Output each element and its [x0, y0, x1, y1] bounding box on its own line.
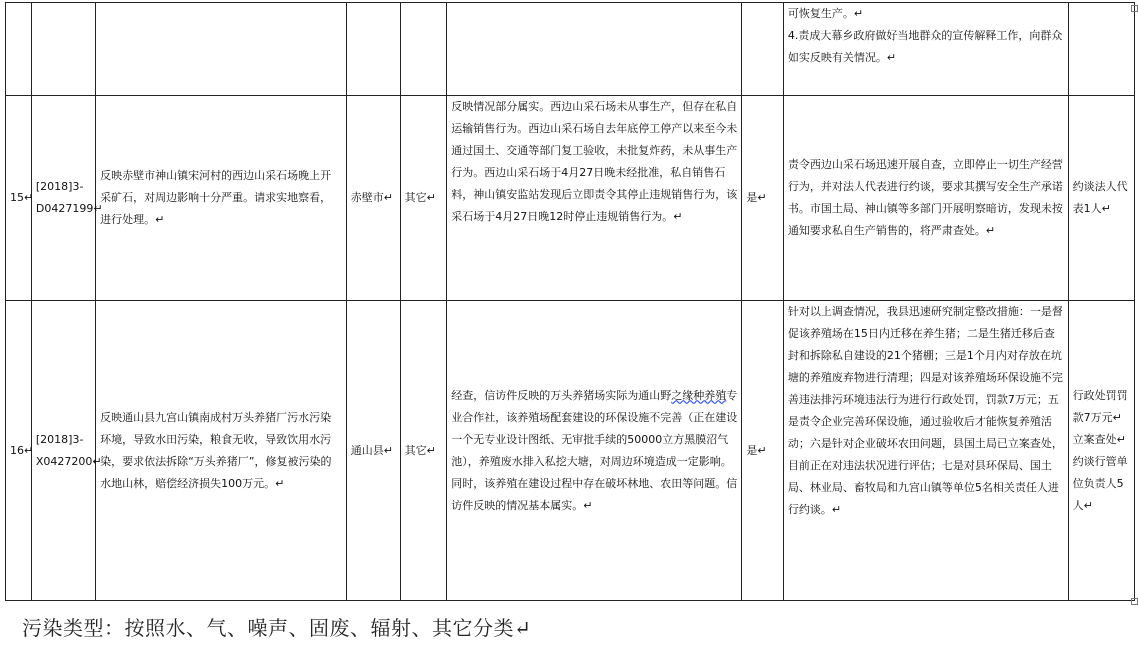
measures-line: 责令西边山采石场迅速开展自查，立即停止一切生产经营行为，并对法人代表进行约谈，要求其撰写安全生产承诺书。市国土局、神山镇等多部门开展明察暗访，发现未按通知要求私自生产销售的，将严肃查处。↵: [787, 158, 1063, 237]
cell-content: 反映通山县九宫山镇南成村万头养猪厂污水污染环境，导致水田污染，粮食无收，导致饮用水污染，要求依法拆除“万头养猪厂”，修复被污染的水地山林，赔偿经济损失100万元。↵: [96, 301, 347, 601]
cell-findings: 反映情况部分属实。西边山采石场未从事生产，但存在私自运输销售行为。西边山采石场自去年底停工停产以来至今未通过国土、交通等部门复工验收，未批复炸药，未从事生产行为。西边山采石场于4月27日晚未经批准，私自销售石料，神山镇安监站发现后立即责令其停止违规销售行为，该采石场于4月27日晚12时停止违规销售行为。↵: [447, 96, 742, 301]
code-part: X0427200↵: [35, 454, 102, 468]
cell-region: 通山县↵: [346, 301, 400, 601]
table-row: [6, 96, 1135, 301]
cell-no: [6, 3, 32, 96]
cell-penalty: 约谈法人代表1人↵: [1068, 96, 1134, 301]
table-row: [6, 301, 1135, 601]
table-resize-handle[interactable]: [1131, 598, 1138, 605]
cell-no: 16↵: [6, 301, 32, 601]
cell-type: 其它↵: [400, 96, 447, 301]
cell-content: 反映赤壁市神山镇宋河村的西边山采石场晚上开采矿石，对周边影响十分严重。请求实地察看，进行处理。↵: [96, 96, 347, 301]
findings-text: 专业合作社，该养殖场配套建设的环保设施不完善（正在建设一个无专业设计图纸、无审批手续的50000立方黑膜沼气池），养殖废水排入私挖大塘，对周边环境造成一定影响。同时，该养殖在建设过程中存在破坏林地、农田等问题。信访件反映的情况基本属实。↵: [451, 388, 738, 512]
findings-text: 经查，信访件反映的万头养猪场实际为通山野: [451, 388, 672, 402]
cell-no: 15↵: [6, 96, 32, 301]
cell-yes: 是↵: [742, 301, 783, 601]
table-row: [6, 3, 1135, 96]
cell-penalty: [1068, 3, 1134, 96]
cell-code: [31, 96, 103, 301]
measures-line: 可恢复生产。↵: [787, 7, 864, 20]
table-resize-handle[interactable]: [1131, 5, 1138, 12]
cell-content: [96, 3, 347, 96]
cell-findings: [447, 3, 742, 96]
cell-measures: [783, 3, 1068, 96]
cell-penalty: 行政处罚罚款7万元↵立案查处↵约谈行管单位负责人5人↵: [1068, 301, 1134, 601]
pollution-type-note: 污染类型：按照水、气、噪声、固废、辐射、其它分类↵: [22, 616, 532, 640]
cell-type: [400, 3, 447, 96]
petition-table: [5, 2, 1135, 601]
code-part: D0427199↵: [35, 202, 103, 215]
cell-region: 赤壁市↵: [346, 96, 400, 301]
code-part: [2018]3-: [35, 180, 84, 193]
cell-code: [31, 301, 102, 601]
cell-measures: [783, 96, 1068, 301]
measures-line: 针对以上调查情况，我县迅速研究制定整改措施：一是督促该养殖场在15日内迁移在养生猪；二是生猪迁移后查封和拆除私自建设的21个猪棚；三是1个月内对存放在坑塘的养殖废弃物进行清理；四是对该养殖场环保设施不完善违法排污环境违法行为进行行政处罚，罚款7万元；五是责令企业完善环保设施，通过验收后才能恢复养殖活动；六是针对企业破坏农田问题，县国土局已立案查处，目前正在对违法状况进行评估；七是对县环保局、国土局、林业局、畜牧局和九宫山镇等单位5名相关责任人进行约谈。↵: [787, 305, 1063, 516]
code-part: [2018]3-: [35, 432, 84, 446]
cell-measures: [783, 301, 1068, 601]
cell-type: 其它↵: [400, 301, 447, 601]
cell-region: [346, 3, 400, 96]
measures-line: 4.责成大幕乡政府做好当地群众的宣传解释工作，向群众如实反映有关情况。↵: [787, 29, 1063, 64]
cell-yes: [742, 3, 783, 96]
cell-findings: [447, 301, 742, 601]
spellcheck-underlined-text: 之缘种养殖: [671, 388, 727, 402]
cell-yes: 是↵: [742, 96, 783, 301]
cell-code: [31, 3, 95, 96]
